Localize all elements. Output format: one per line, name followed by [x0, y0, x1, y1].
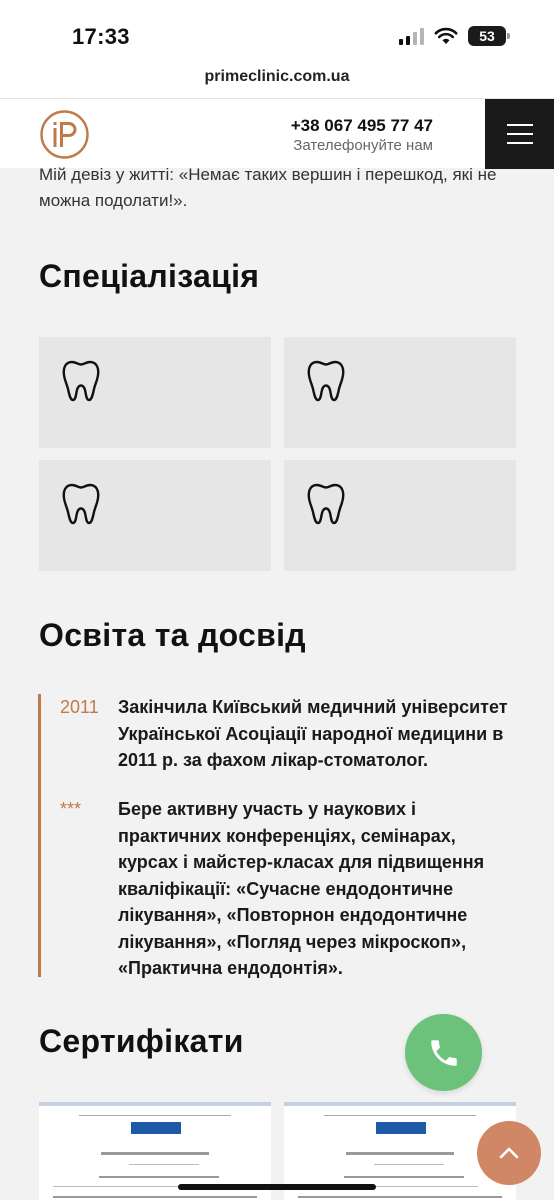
tooth-icon	[62, 360, 100, 402]
specialization-title: Спеціалізація	[39, 258, 260, 294]
tooth-icon	[307, 483, 345, 525]
timeline-text: Закінчила Київський медичний університет Української Асоціації народної медицини в 2011 р. за фахом лікар-стоматолог.	[118, 697, 508, 770]
site-header	[0, 98, 554, 168]
education-logo	[131, 1122, 181, 1134]
phone-number[interactable]: +38 067 495 77 47	[290, 116, 433, 135]
chevron-up-icon	[498, 1146, 520, 1160]
call-label: Зателефонуйте нам	[293, 137, 433, 154]
specialization-card[interactable]	[39, 460, 271, 571]
timeline-line	[38, 694, 41, 977]
status-time: 17:33	[72, 24, 130, 49]
wifi-icon	[434, 27, 458, 45]
specialization-card[interactable]	[284, 460, 516, 571]
call-button[interactable]	[405, 1014, 482, 1091]
menu-icon-line	[507, 133, 533, 135]
motto-text: Мій девіз у житті: «Немає таких вершин і перешкод, які не можна подолати!».	[39, 165, 497, 210]
url-bar[interactable]: primeclinic.com.ua	[0, 62, 554, 98]
status-icons	[399, 26, 506, 46]
phone-icon	[427, 1036, 461, 1070]
tooth-icon	[62, 483, 100, 525]
home-indicator[interactable]	[178, 1184, 376, 1190]
education-title: Освіта та досвід	[39, 617, 306, 653]
timeline-year: ***	[60, 799, 82, 819]
scroll-to-top-button[interactable]	[477, 1121, 541, 1185]
menu-icon-line	[507, 124, 533, 126]
specialization-card[interactable]	[284, 337, 516, 448]
battery-icon: 53	[468, 26, 506, 46]
status-bar	[0, 0, 554, 62]
menu-button[interactable]	[485, 99, 554, 169]
signal-icon	[399, 27, 424, 45]
certificates-title: Сертифікати	[39, 1023, 244, 1059]
education-logo	[376, 1122, 426, 1134]
timeline-year: 2011	[60, 697, 99, 717]
timeline-text: Бере активну участь у наукових і практичних конференціях, семінарах, курсах і майстер-класах для підвищення кваліфікації: «Сучасне ендодонтичне лікування», «Повторнон ендодонтичне лікування», «Погляд через мікроскоп», «Практична ендодонтія».	[118, 799, 485, 978]
menu-icon-line	[507, 142, 533, 144]
tooth-icon	[307, 360, 345, 402]
specialization-card[interactable]	[39, 337, 271, 448]
clinic-logo[interactable]	[39, 109, 90, 160]
